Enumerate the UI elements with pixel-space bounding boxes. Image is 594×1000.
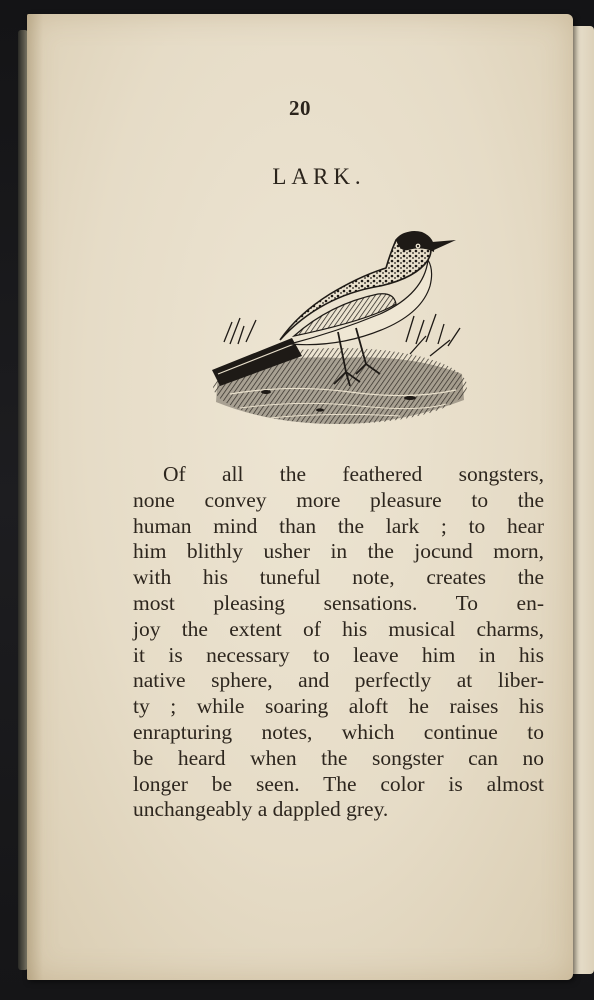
text-line: Of all the feathered songsters, [163,462,544,486]
text-line: native sphere, and perfectly at liber- [133,668,544,693]
text-line: joy the extent of his musical charms, [133,616,544,641]
text-line: most pleasing sensations. To en- [133,590,544,615]
lark-illustration [210,224,470,436]
text-line: with his tuneful note, creates the [133,565,544,590]
text-line: enrapturing notes, which continue to [133,719,544,744]
text-line: none convey more pleasure to the [133,487,544,512]
page-heading: LARK. [272,164,366,189]
body-paragraph [133,462,544,823]
text-line: longer be seen. The color is almost [133,771,544,796]
adjacent-page-edge [570,26,594,974]
text-line: human mind than the lark ; to hear [133,513,544,538]
book-page [27,14,573,980]
text-line: be heard when the songster can no [133,745,544,770]
text-line: him blithly usher in the jocund morn, [133,539,544,564]
text-line: it is necessary to leave him in his [133,642,544,667]
text-line: unchangeably a dappled grey. [133,797,389,822]
page-number: 20 [289,96,311,120]
text-line: ty ; while soaring aloft he raises his [133,694,544,719]
